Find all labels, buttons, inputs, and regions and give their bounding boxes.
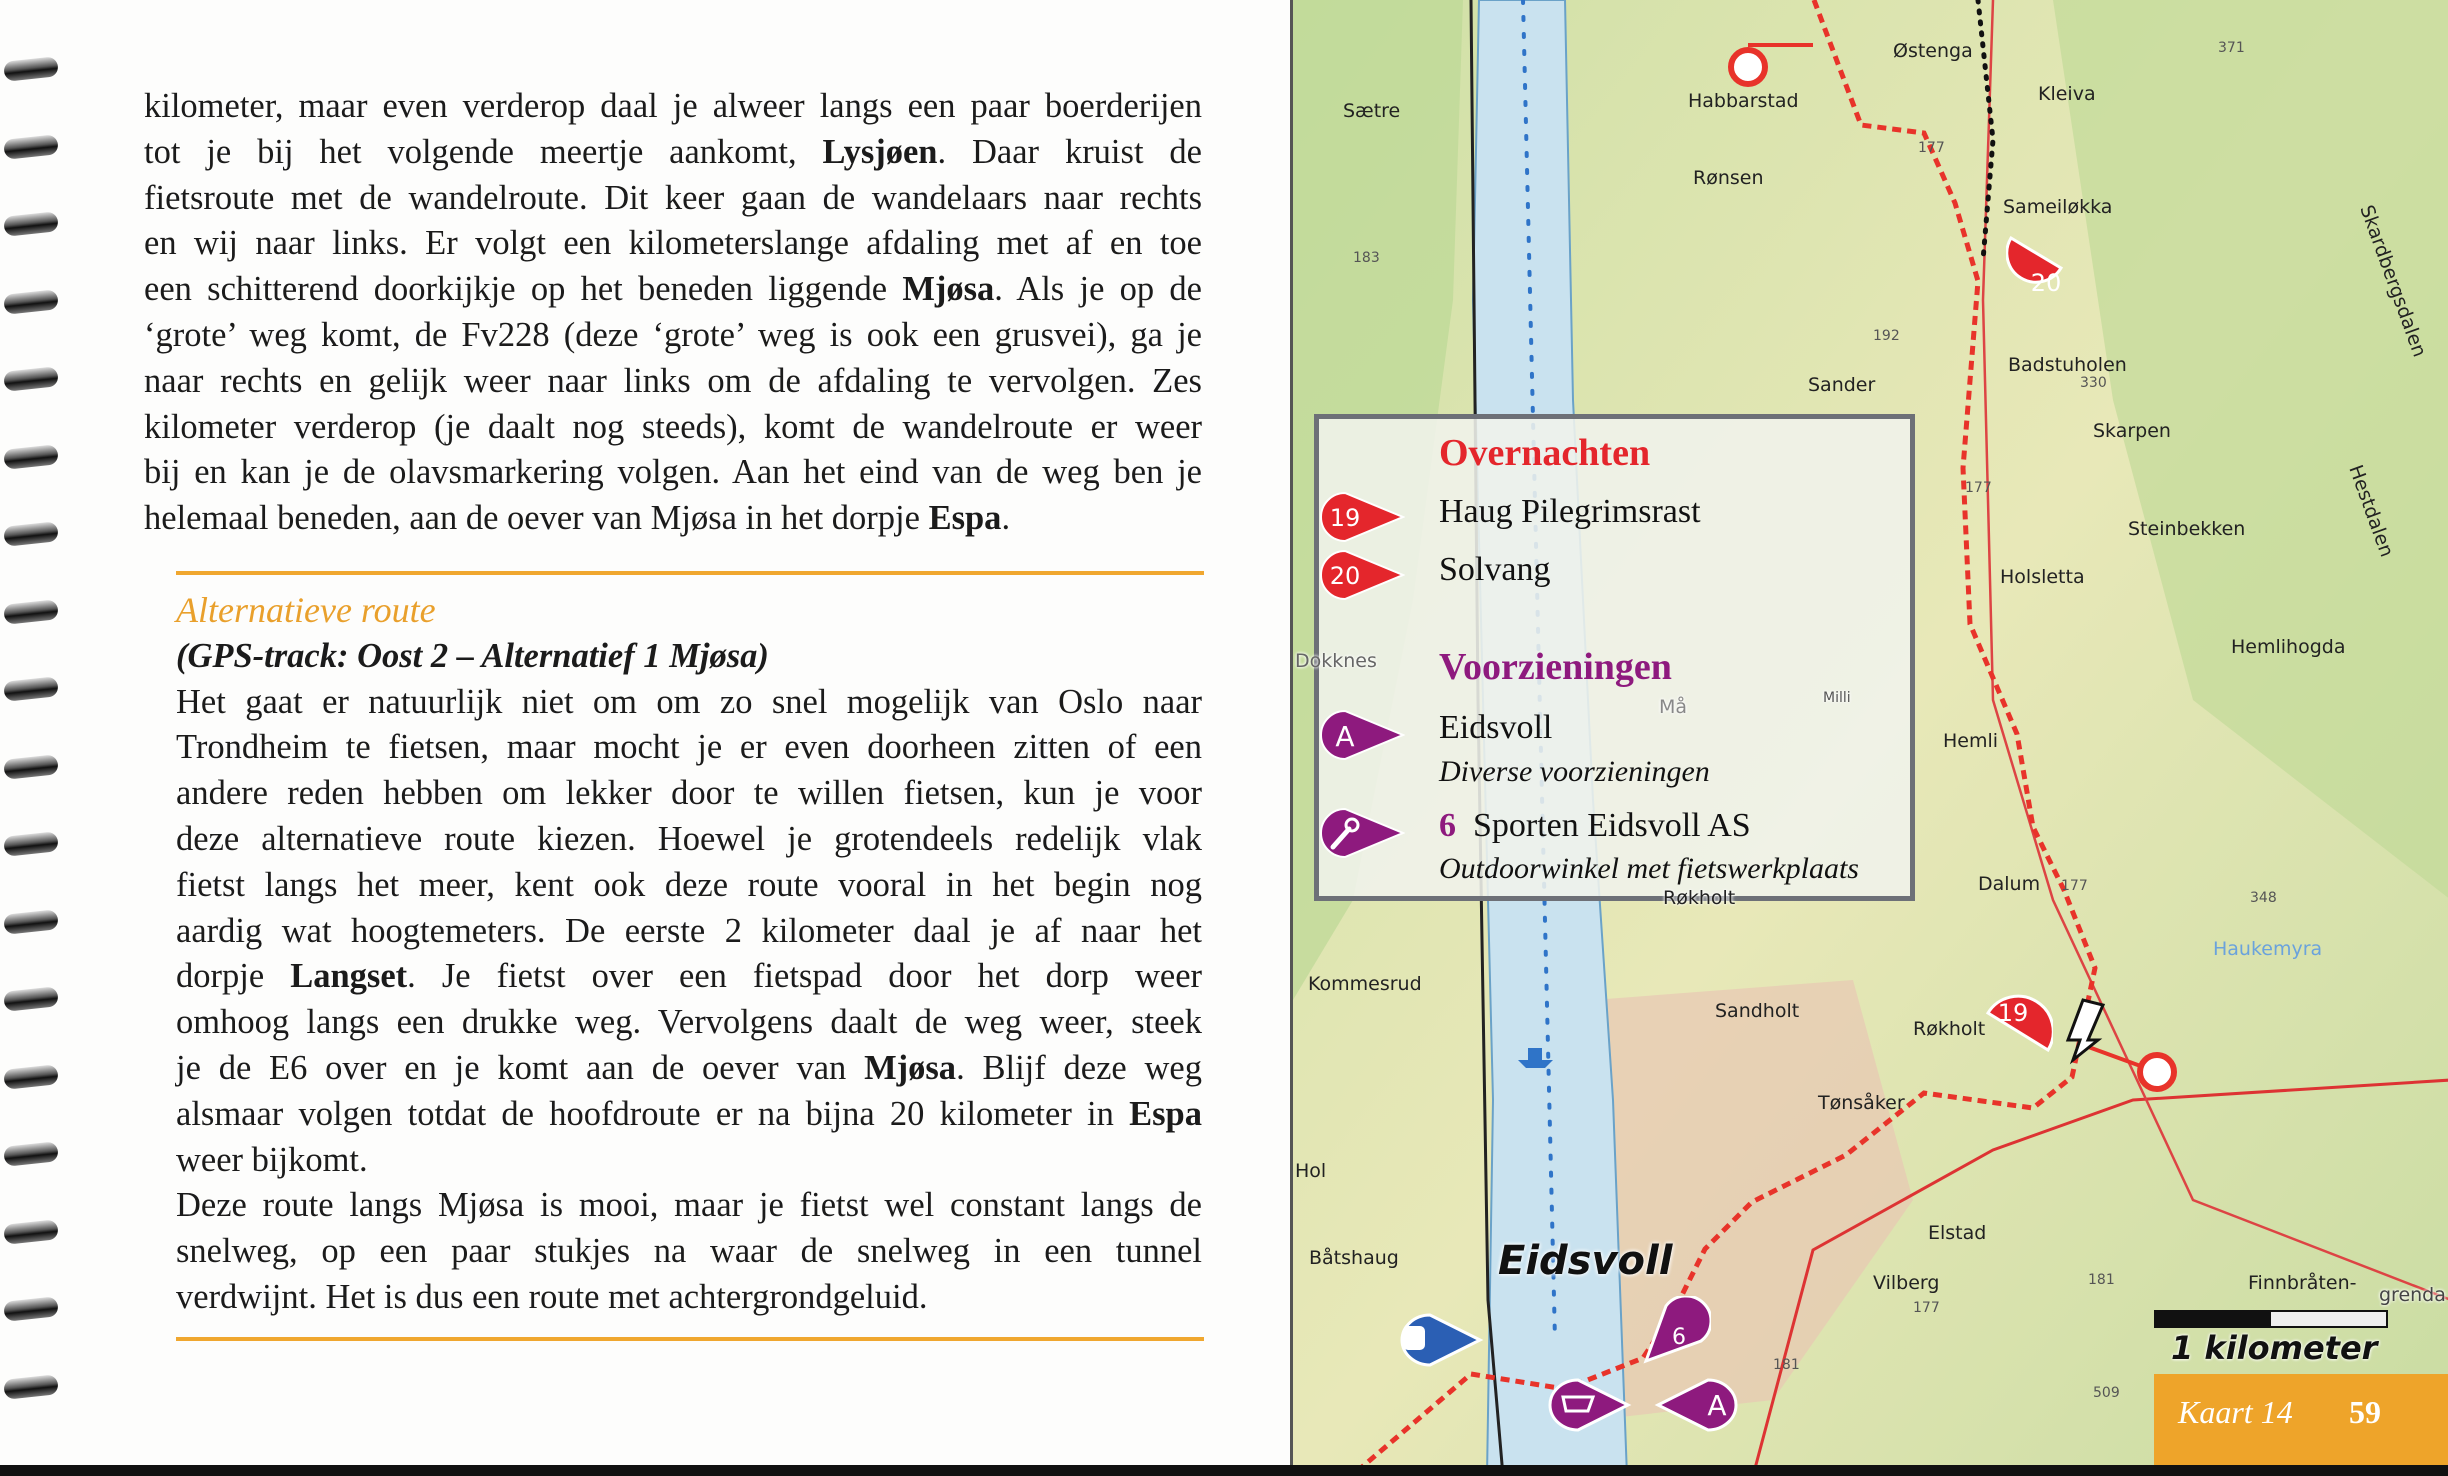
road-number: 177 xyxy=(1965,480,1992,496)
place-label: Kommesrud xyxy=(1308,973,1422,995)
place-label: Østenga xyxy=(1893,40,1973,62)
text-line: fietst langs het meer, kent ook deze route vooral in het begin nog xyxy=(176,865,1202,904)
map-number: Kaart 14 xyxy=(2178,1394,2293,1430)
legend-item-20: Solvang xyxy=(1439,551,1551,588)
pin-20-icon xyxy=(1319,549,1405,601)
spiral-ring xyxy=(0,210,62,240)
height-label: 330 xyxy=(2080,375,2107,391)
legend-title-overnachten: Overnachten xyxy=(1439,432,1651,474)
place-label: Dokknes xyxy=(1295,650,1377,672)
road-number: 509 xyxy=(2093,1385,2120,1401)
text-line: Deze route langs Mjøsa is mooi, maar je fietst wel constant langs de xyxy=(176,1186,1202,1225)
alternative-route-section xyxy=(176,588,1202,1321)
text-line: Trondheim te fietsen, maar mocht je er even doorheen zitten of een xyxy=(176,728,1202,767)
place-label: Sandholt xyxy=(1715,1000,1800,1022)
place-label: Røkholt xyxy=(1913,1018,1986,1040)
text-line: omhoog langs een drukke weg. Vervolgens daalt de weg weer, steek xyxy=(176,1003,1202,1042)
legend-item-a-desc: Diverse voorzieningen xyxy=(1439,755,1710,788)
place-label: Hestdalen xyxy=(2344,462,2398,560)
legend-item-6-name: Sporten Eidsvoll AS xyxy=(1473,807,1751,844)
spiral-ring xyxy=(0,443,62,473)
svg-text:A: A xyxy=(1335,720,1355,753)
text-line: bij en kan je de olavsmarkering volgen. Aan het eind van de weg ben je xyxy=(144,453,1202,492)
text-line: een schitterend doorkijkje op het beneden liggende Mjøsa. Als je op de xyxy=(144,270,1202,309)
spiral-ring xyxy=(0,1295,62,1325)
height-label: 183 xyxy=(1353,250,1380,266)
text-line: weer bijkomt. xyxy=(176,1140,368,1179)
road-number: 181 xyxy=(1773,1357,1800,1373)
page-edge xyxy=(0,1465,2448,1476)
route-end-circle xyxy=(2140,1055,2174,1089)
paragraph-alt xyxy=(176,680,1202,1184)
spiral-ring xyxy=(0,598,62,628)
marker-6-bikeshop xyxy=(1641,1296,1711,1366)
place-label: Elstad xyxy=(1928,1222,1987,1244)
place-label: Habbarstad xyxy=(1688,90,1799,112)
legend-item-19: Haug Pilegrimsrast xyxy=(1439,493,1701,530)
marker-20-label: 20 xyxy=(2030,269,2062,297)
marker-19 xyxy=(1983,978,2053,1058)
legend-item-6-num: 6 xyxy=(1439,807,1456,844)
place-label: Rønsen xyxy=(1693,167,1764,189)
road-number: 181 xyxy=(2088,1272,2115,1288)
pin-a-icon xyxy=(1319,709,1405,761)
page-number: 59 xyxy=(2349,1394,2381,1430)
spiral-ring xyxy=(0,55,62,85)
legend-item-6 xyxy=(1439,807,1751,845)
marker-20 xyxy=(2006,233,2076,313)
text-line: andere reden hebben om lekker door te willen fietsen, kun je voor xyxy=(176,774,1202,813)
paragraph-alt-2 xyxy=(176,1183,1202,1320)
svg-text:A: A xyxy=(1707,1389,1727,1422)
place-label: Sameiløkka xyxy=(2003,196,2113,218)
spiral-ring xyxy=(0,753,62,783)
place-label: Røkholt xyxy=(1663,887,1736,909)
place-label: Steinbekken xyxy=(2128,518,2246,540)
legend-item-6-desc: Outdoorwinkel met fietswerkplaats xyxy=(1439,852,1859,885)
road-number: 192 xyxy=(1873,328,1900,344)
road-number: 177 xyxy=(1918,140,1945,156)
svg-text:20: 20 xyxy=(1329,562,1361,590)
text-line: je de E6 over en je komt aan de oever van Mjøsa. Blijf deze weg xyxy=(176,1048,1202,1087)
route-map xyxy=(1290,0,2448,1476)
spiral-ring xyxy=(0,1063,62,1093)
place-label: Dalum xyxy=(1978,873,2041,895)
height-label: 371 xyxy=(2218,40,2245,56)
place-label: Hemlihogda xyxy=(2231,636,2346,658)
place-label: Sander xyxy=(1808,374,1876,396)
place-label: Haukemyra xyxy=(2213,938,2323,960)
road-number: 177 xyxy=(1913,1300,1940,1316)
place-label: grenda xyxy=(2379,1284,2446,1306)
marker-19-label: 19 xyxy=(1997,999,2029,1027)
place-label: Skarpen xyxy=(2093,420,2171,442)
spiral-ring xyxy=(0,365,62,395)
spiral-ring xyxy=(0,1373,62,1403)
text-line: helemaal beneden, aan de oever van Mjøsa in het dorpje Espa. xyxy=(144,499,1011,538)
alt-route-subtitle: (GPS-track: Oost 2 – Alternatief 1 Mjøsa) xyxy=(176,636,769,675)
route-start-circle xyxy=(1731,50,1765,84)
alt-route-title: Alternatieve route xyxy=(176,590,436,630)
place-label: Milli xyxy=(1823,690,1851,706)
map-legend xyxy=(1314,414,1915,901)
spiral-ring xyxy=(0,830,62,860)
height-label: 348 xyxy=(2250,890,2277,906)
marker-a-services xyxy=(1653,1375,1749,1435)
spiral-ring xyxy=(0,1218,62,1248)
svg-text:6: 6 xyxy=(1672,1325,1686,1350)
text-line: fietsroute met de wandelroute. Dit keer gaan de wandelaars naar rechts xyxy=(144,178,1202,217)
divider-bottom xyxy=(176,1337,1204,1341)
text-line: aardig wat hoogtemeters. De eerste 2 kilometer daal je af naar het xyxy=(176,911,1202,950)
shop-cart-icon xyxy=(1543,1375,1633,1435)
spiral-ring xyxy=(0,908,62,938)
scale-bar xyxy=(2154,1310,2388,1328)
spiral-ring xyxy=(0,985,62,1015)
spiral-ring xyxy=(0,520,62,550)
text-line: dorpje Langset. Je fietst over een fietspad door het dorp weer xyxy=(176,957,1203,996)
place-label: Må xyxy=(1659,696,1688,718)
spiral-ring xyxy=(0,133,62,163)
spiral-ring xyxy=(0,1140,62,1170)
town-label-eidsvoll: Eidsvoll xyxy=(1498,1238,1673,1284)
place-label: Holsletta xyxy=(2000,566,2085,588)
svg-text:19: 19 xyxy=(1329,504,1361,532)
place-label: Tønsåker xyxy=(1818,1092,1905,1114)
place-label: Sætre xyxy=(1343,100,1401,122)
text-line: deze alternatieve route kiezen. Hoewel je grotendeels redelijk vlak xyxy=(176,819,1202,858)
legend-item-a: Eidsvoll xyxy=(1439,709,1553,746)
pin-19-icon xyxy=(1319,491,1405,543)
place-label: Skardbergsdalen xyxy=(2355,202,2431,360)
scale-label: 1 kilometer xyxy=(2171,1329,2378,1367)
text-line: ‘grote’ weg komt, de Fv228 (deze ‘grote’ weg is ook een grusvei), ga je xyxy=(144,315,1202,354)
text-line: verdwijnt. Het is dus een route met achtergrondgeluid. xyxy=(176,1277,928,1316)
text-line: en wij naar links. Er volgt een kilometerslange afdaling met af en toe xyxy=(144,224,1202,263)
spiral-ring xyxy=(0,288,62,318)
text-line: tot je bij het volgende meertje aankomt, Lysjøen. Daar kruist de xyxy=(144,132,1202,171)
text-line: kilometer, maar even verderop daal je alweer langs een paar boerderijen xyxy=(144,87,1202,125)
train-station-icon xyxy=(1385,1310,1485,1370)
text-line: snelweg, op een paar stukjes na waar de snelweg in een tunnel xyxy=(176,1232,1202,1271)
place-label: Hol xyxy=(1295,1160,1327,1182)
road-number: 177 xyxy=(2061,878,2088,894)
page-footer-tab xyxy=(2154,1374,2448,1476)
place-label: Kleiva xyxy=(2038,83,2096,105)
text-line: kilometer verderop (je daalt nog steeds), komt de wandelroute er weer xyxy=(144,407,1202,446)
place-label: Vilberg xyxy=(1873,1272,1940,1294)
place-label: Båtshaug xyxy=(1309,1247,1399,1269)
spiral-ring xyxy=(0,675,62,705)
text-line: Het gaat er natuurlijk niet om om zo snel mogelijk van Oslo naar xyxy=(176,682,1202,721)
text-line: naar rechts en gelijk weer naar links om de afdaling te vervolgen. Zes xyxy=(144,361,1202,400)
place-label: Finnbråten- xyxy=(2248,1272,2357,1294)
text-line: alsmaar volgen totdat de hoofdroute er na bijna 20 kilometer in Espa xyxy=(176,1094,1202,1133)
legend-title-voorzieningen: Voorzieningen xyxy=(1439,646,1672,688)
wrench-pin-icon xyxy=(1319,807,1405,859)
divider-top xyxy=(176,571,1204,575)
place-label: Hemli xyxy=(1943,730,1999,752)
place-label: Badstuholen xyxy=(2008,354,2127,376)
paragraph-main xyxy=(144,84,1202,542)
